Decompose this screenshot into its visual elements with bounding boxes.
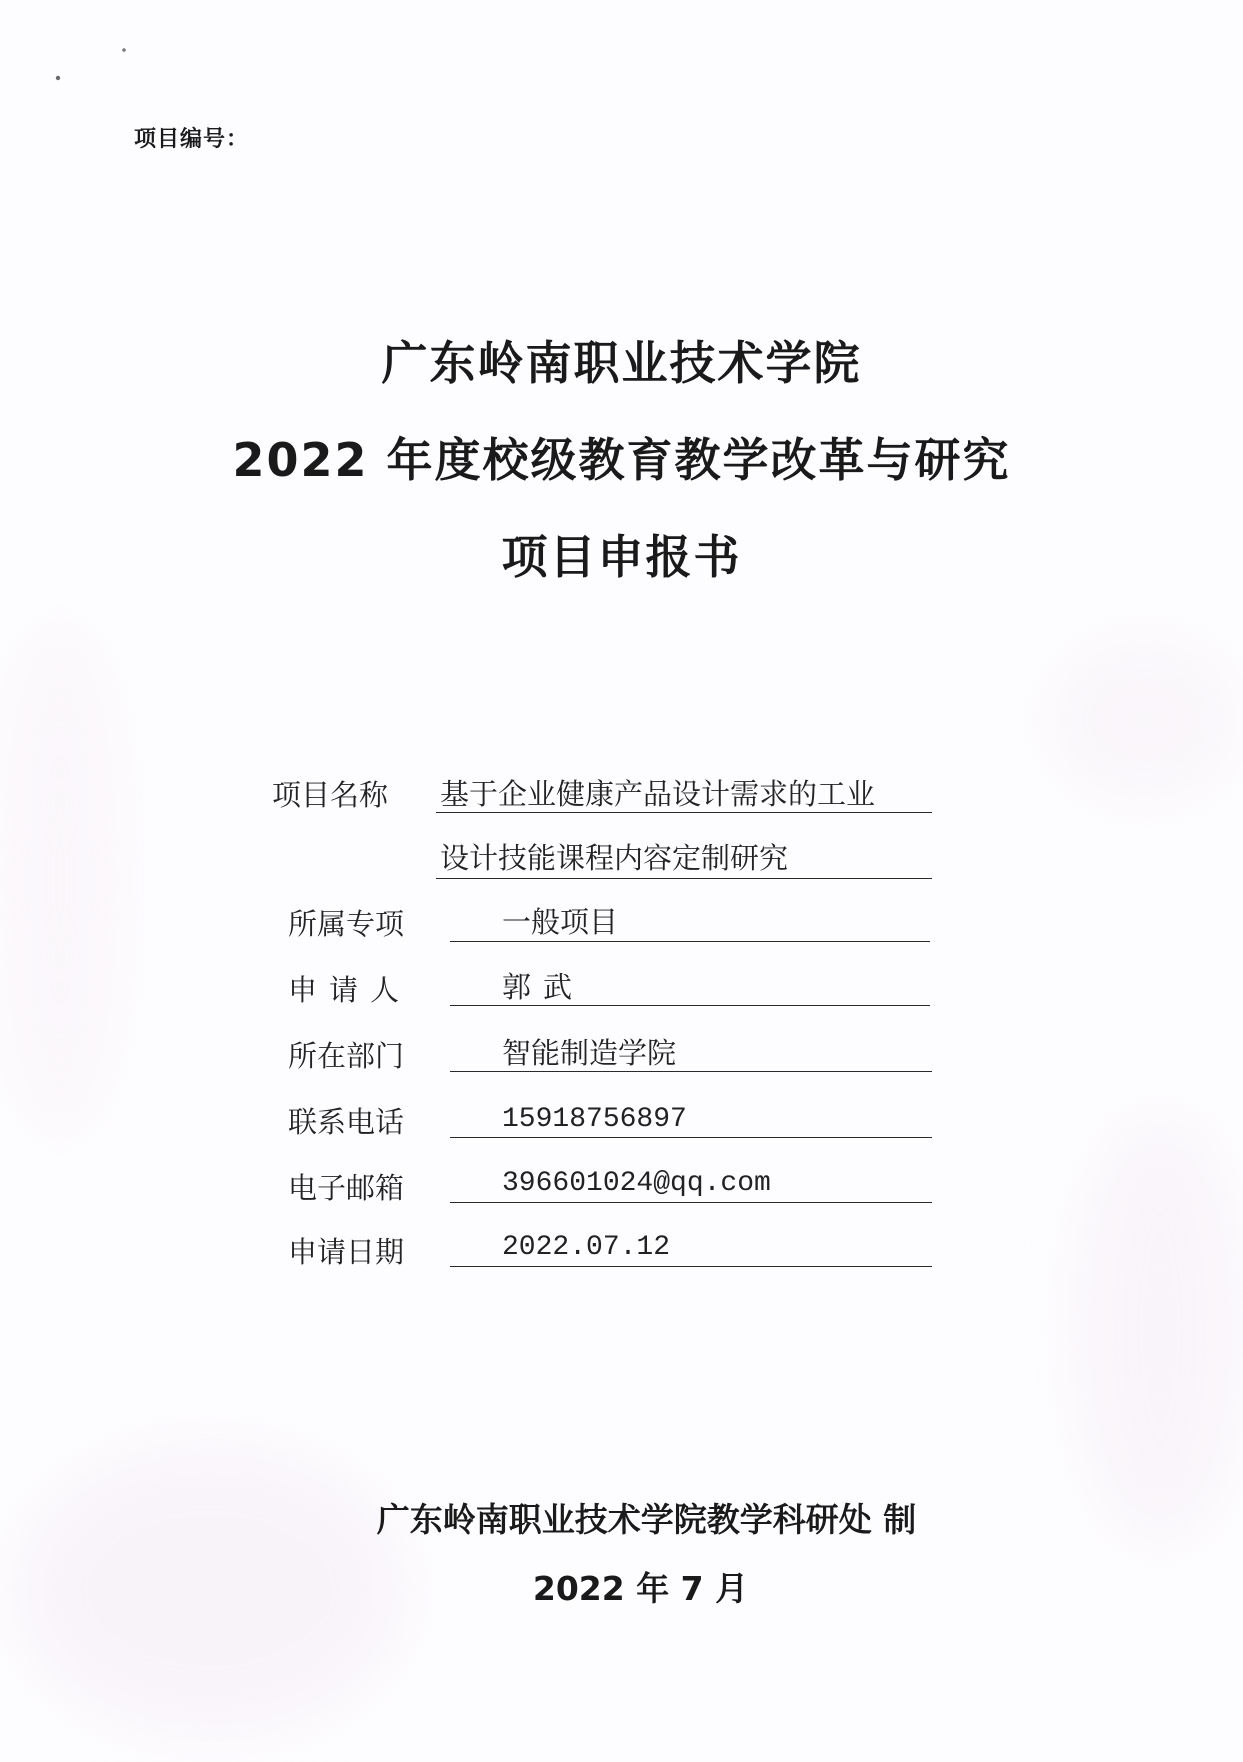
- title-institution: 广东岭南职业技术学院: [381, 336, 862, 390]
- email-value: 396601024@qq.com: [502, 1168, 771, 1199]
- category-underline: [450, 941, 930, 942]
- email-label: 电子邮箱: [288, 1171, 405, 1205]
- issue-date: 2022 年 7 月: [532, 1569, 749, 1608]
- title-document-type: 项目申报书: [501, 530, 742, 584]
- category-value: 一般项目: [502, 905, 619, 939]
- applicant-value: 郭武: [502, 970, 585, 1004]
- issuer-line: 广东岭南职业技术学院教学科研处 制: [376, 1500, 917, 1539]
- project-name-label: 项目名称: [272, 778, 389, 812]
- applicant-label: 申请人: [288, 973, 412, 1007]
- phone-value: 15918756897: [502, 1104, 687, 1135]
- date-underline: [450, 1266, 932, 1267]
- category-label: 所属专项: [288, 907, 405, 941]
- project-name-value-line2: 设计技能课程内容定制研究: [440, 841, 789, 875]
- email-underline: [450, 1202, 932, 1203]
- department-label: 所在部门: [288, 1039, 405, 1073]
- department-value: 智能制造学院: [502, 1036, 677, 1070]
- phone-underline: [450, 1137, 932, 1138]
- project-name-underline-1: [436, 812, 932, 813]
- project-name-underline-2: [436, 878, 932, 879]
- applicant-underline: [450, 1005, 930, 1006]
- date-value: 2022.07.12: [502, 1232, 671, 1263]
- phone-label: 联系电话: [288, 1105, 405, 1139]
- title-program: 2022 年度校级教育教学改革与研究: [232, 433, 1011, 487]
- date-label: 申请日期: [288, 1235, 405, 1269]
- project-number-label: 项目编号：: [134, 127, 250, 152]
- department-underline: [450, 1071, 932, 1072]
- project-name-value-line1: 基于企业健康产品设计需求的工业: [440, 777, 876, 811]
